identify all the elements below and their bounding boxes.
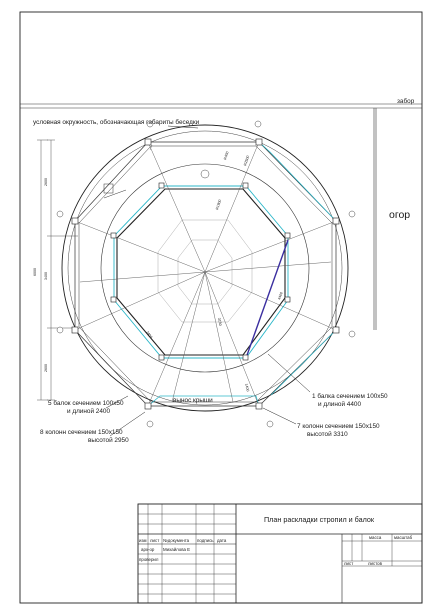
roof-overhang-label: вынос крыши: [173, 397, 213, 404]
beam-1-label-2: и длиной 4400: [318, 401, 362, 408]
beams-5-label-1: 5 балок сечением 100х50: [48, 400, 124, 407]
col-list: лист: [344, 561, 354, 566]
hdr-list: лист: [150, 538, 160, 543]
col-massa: масса: [369, 535, 382, 540]
columns-7-label-2: высотой 3310: [307, 431, 348, 438]
spider-rings: [158, 220, 252, 322]
dim-long-beam: 4400: [277, 291, 284, 301]
beams-5-label-2: и длиной 2400: [67, 408, 111, 415]
dim-diag-b: 3150: [217, 317, 223, 327]
dim-left-total: 6000: [33, 268, 37, 276]
hdr-doc: №документа: [163, 538, 190, 543]
columns-8-label-2: высотой 2950: [88, 437, 129, 444]
circle-note: условная окружность, обозначающая габариты беседки: [33, 119, 200, 126]
col-listov: листов: [368, 561, 382, 566]
hdr-izm: изм: [139, 538, 147, 543]
beam-1-label-1: 1 балка сечением 100х50: [312, 393, 388, 400]
developer-name: Михайлова Е: [163, 547, 191, 552]
hdr-sign: подпись: [197, 538, 214, 543]
hdr-date: дата: [217, 538, 227, 543]
columns-7-label-1: 7 колонн сечением 150х150: [297, 423, 380, 430]
inner-octagon: [114, 186, 288, 358]
developer-role: арх-ор: [141, 547, 155, 552]
dim-top-a: R400: [223, 150, 230, 161]
col-masshtab: масштаб: [394, 535, 413, 540]
dim-diag-a: 2400: [145, 330, 154, 340]
dim-top-b: R2500: [243, 154, 251, 167]
drawing-title: План раскладки стропил и балок: [264, 515, 375, 524]
fence: [20, 104, 422, 330]
fence-side-label: огор: [389, 209, 411, 221]
dim-center-a: R1900: [215, 198, 223, 211]
fence-top-label: забор: [397, 98, 415, 105]
dim-left-upper: 2600: [44, 178, 48, 186]
dim-left-lower: 2600: [44, 364, 48, 372]
columns-8-label-1: 8 колонн сечением 150х150: [40, 429, 123, 436]
dim-bottom-a: 1400: [244, 383, 250, 392]
gazebo-outline: [62, 125, 348, 411]
long-beam: [246, 240, 288, 358]
dim-left-mid: 3400: [44, 272, 48, 280]
checker-role: проверил: [139, 557, 159, 562]
